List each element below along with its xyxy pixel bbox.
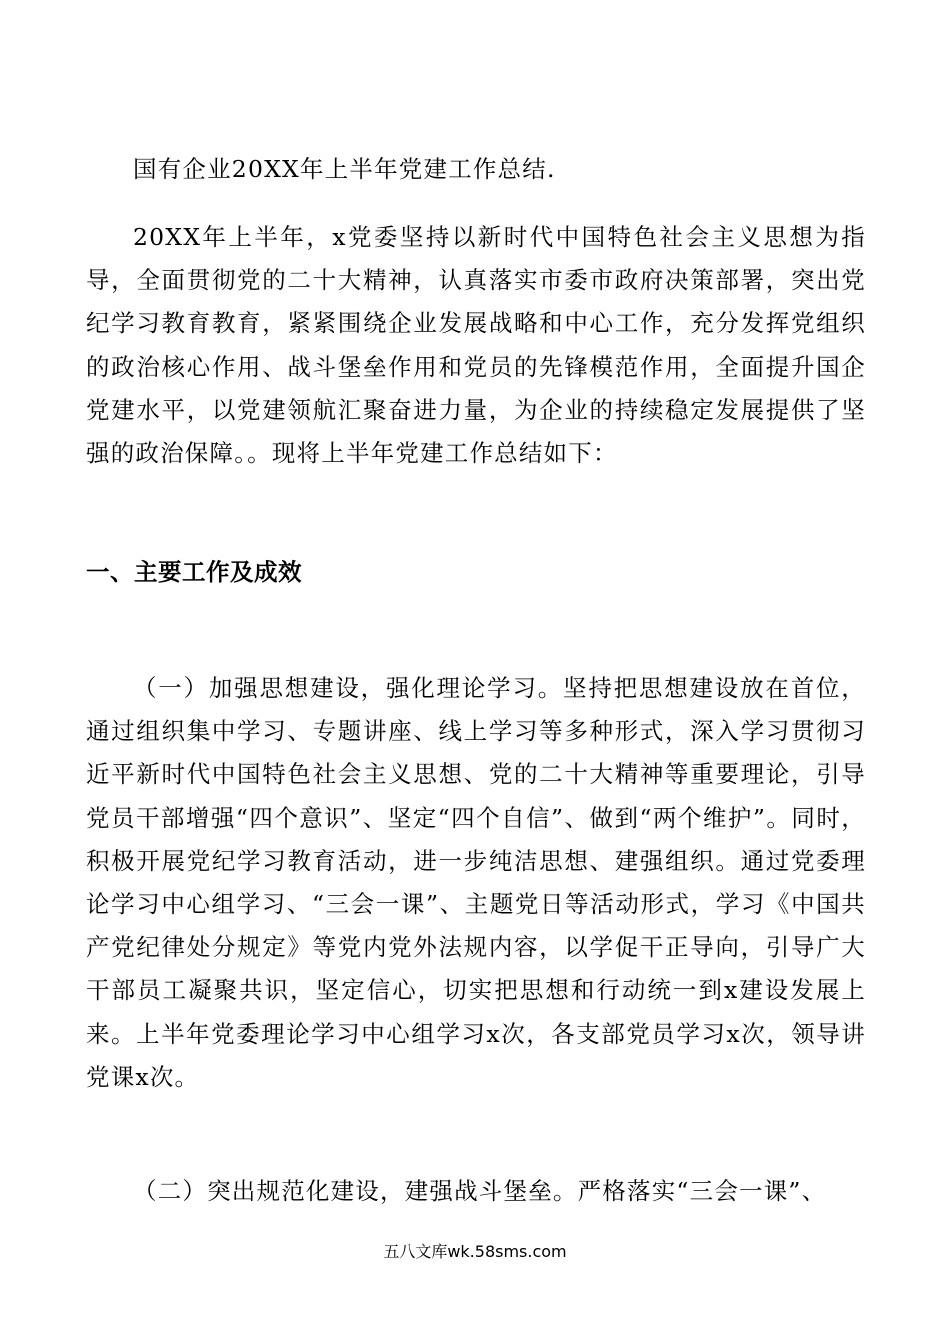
footer-watermark: 五八文库wk.58sms.com bbox=[383, 1242, 567, 1261]
document-title-line: 国有企业20XX年上半年党建工作总结. bbox=[133, 155, 556, 183]
body-paragraph-2: （二）突出规范化建设，建强战斗堡垒。严格落实“三会一课”、 bbox=[133, 1177, 827, 1205]
body-paragraph-1: （一）加强思想建设，强化理论学习。坚持把思想建设放在首位，通过组织集中学习、专题讲座、线上学习等多种形式，深入学习贯彻习近平新时代中国特色社会主义思想、党的二十大精神等重要理论，引导党员干部增强“四个意识”、坚定“四个自信”、做到“两个维护”。同时，积极开展党纪学习教育活动，进一步纯洁思想、建强组织。通过党委理论学习中心组学习、“三会一课”、主题党日等活动形式，学习《中国共产党纪律处分规定》等党内党外法规内容，以学促干正导向，引导广大干部员工凝聚共识，坚定信心，切实把思想和行动统一到x建设发展上来。上半年党委理论学习中心组学习x次，各支部党员学习x次，领导讲党课x次。 bbox=[86, 674, 866, 1091]
intro-paragraph: 20XX年上半年，x党委坚持以新时代中国特色社会主义思想为指导，全面贯彻党的二十大精神，认真落实市委市政府决策部署，突出党纪学习教育教育，紧紧围绕企业发展战略和中心工作，充分发挥党组织的政治核心作用、战斗堡垒作用和党员的先锋模范作用，全面提升国企党建水平，以党建领航汇聚奋进力量，为企业的持续稳定发展提供了坚强的政治保障。。现将上半年党建工作总结如下： bbox=[86, 223, 866, 468]
section-heading: 一、主要工作及成效 bbox=[86, 558, 302, 586]
